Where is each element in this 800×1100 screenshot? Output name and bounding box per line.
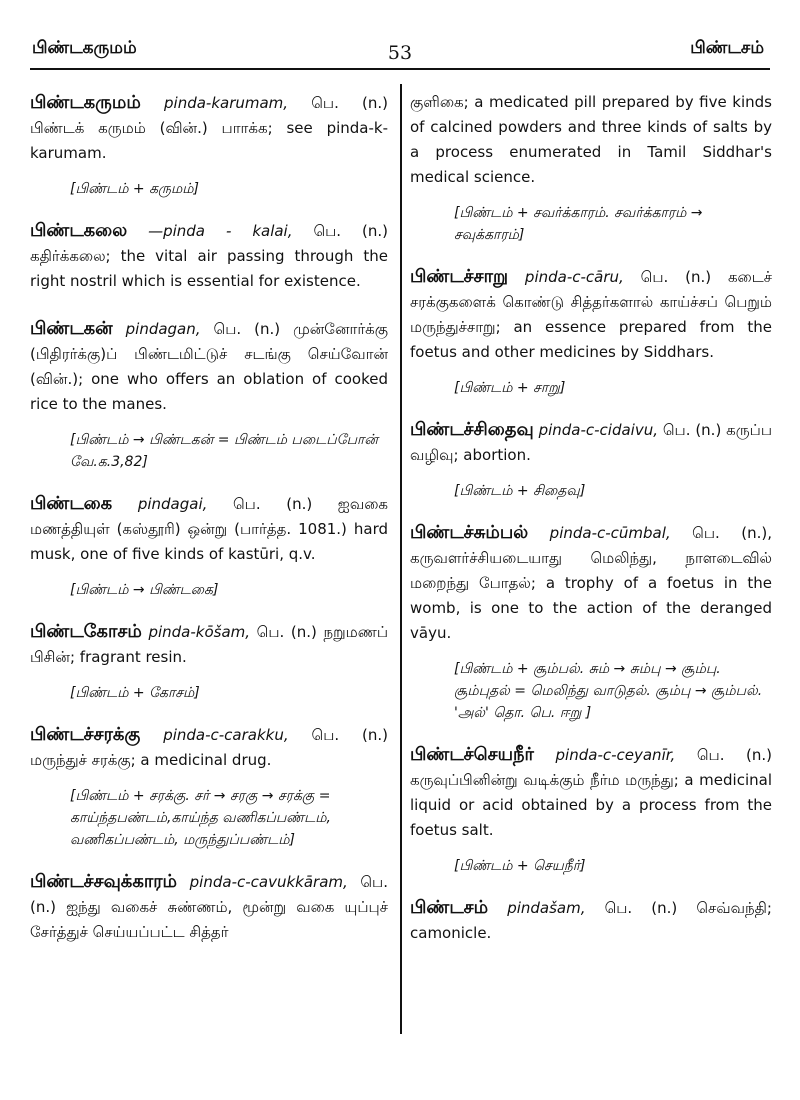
etymology: [பிண்டம் + செயநீர்]: [454, 858, 586, 874]
transliteration: —pinda - kalai,: [148, 222, 293, 240]
headword: பிண்டச்சரக்கு: [30, 724, 141, 745]
transliteration: pinda-c-ceyanīr,: [555, 746, 676, 764]
transliteration: pinda-c-cavukkāram,: [189, 873, 348, 891]
etymology: [பிண்டம் → பிண்டகை]: [70, 582, 219, 598]
transliteration: pinda-c-cūmbal,: [549, 524, 671, 542]
left-column: [30, 90, 388, 957]
page-number: 53: [387, 42, 413, 64]
entry: [30, 316, 388, 417]
definition: பெ. (n.), கருவளர்ச்சியடையாது மெலிந்து, நாளடைவில் மறைந்து போதல்; a trophy of a foetus in the womb, is one to the action of the deranged vāyu.: [410, 524, 772, 642]
definition: பெ. (n.) செவ்வந்தி; camonicle.: [410, 899, 772, 942]
definition: பெ. (n.) ஐவகை மணத்தியுள் (கஸ்தூரி) ஒன்று (பார்த்த. 1081.) hard musk, one of five kinds of kastūri, q.v.: [30, 495, 388, 563]
entry: [30, 491, 388, 567]
entry: [410, 520, 772, 646]
transliteration: pinda-c-carakku,: [163, 726, 289, 744]
headword: பிண்டச்சும்பல்: [410, 522, 529, 543]
definition: பெ. (n.) பிண்டக் கருமம் (வின்.) பாாக்க; see pinda-k-karumam.: [30, 94, 388, 162]
etymology: [பிண்டம் + சூம்பல். சும் → சும்பு → சூம்பு. சூம்புதல் = மெலிந்து வாடுதல். சூம்பு → சூம்பல். 'அல்' தொ. பெ. ஈறு ]: [454, 661, 763, 721]
etymology: [பிண்டம் → பிண்டகன் = பிண்டம் படைப்போன் வே.க.3,82]: [70, 432, 378, 470]
entry: [30, 218, 388, 294]
transliteration: pindagai,: [137, 495, 208, 513]
entry: [410, 742, 772, 843]
etymology: [பிண்டம் + சரக்கு. சர் → சரகு → சரக்கு = காய்ந்தபண்டம்,காய்ந்த வணிகப்பண்டம், வணிகப்பண்டம், மருந்துப்பண்டம்]: [70, 788, 331, 848]
definition: பெ. (n.) கருவுப்பினின்று வடிக்கும் நீர்ம மருந்து; a medicinal liquid or acid obtained by a process from the foetus salt.: [410, 746, 772, 839]
etymology: [பிண்டம் + சிதைவு]: [454, 483, 586, 499]
definition: பெ. (n.) கருப்ப வழிவு; abortion.: [410, 421, 772, 464]
right-column: [410, 90, 772, 958]
entry: [30, 869, 388, 945]
headword: பிண்டச்சாறு: [410, 266, 509, 287]
headword: பிண்டகன்: [30, 318, 113, 339]
transliteration: pindašam,: [507, 899, 586, 917]
transliteration: pinda-c-cāru,: [524, 268, 624, 286]
definition: பெ. (n.) முன்னோர்க்கு (பிதிரர்க்கு)ப் பிண்டமிட்டுச் சடங்கு செய்வோன் (வின்.); one who offers an oblation of cooked rice to the manes.: [30, 320, 388, 413]
headword: பிண்டச்சவுக்காரம்: [30, 871, 178, 892]
definition: பெ. (n.) கதிர்க்கலை; the vital air passing through the right nostril which is essential for existence.: [30, 222, 388, 290]
transliteration: pindagan,: [125, 320, 201, 338]
headword: பிண்டசம்: [410, 897, 489, 918]
headword: பிண்டச்சிதைவு: [410, 419, 534, 440]
entry: [30, 619, 388, 670]
headword: பிண்டச்செயநீர்: [410, 744, 534, 765]
headword: பிண்டகலை: [30, 220, 128, 241]
transliteration: pinda-karumam,: [164, 94, 289, 112]
etymology: [பிண்டம் + கருமம்]: [70, 181, 200, 197]
entry: [30, 90, 388, 166]
headword: பிண்டகோசம்: [30, 621, 142, 642]
left-guide-word: பிண்டகருமம்: [32, 38, 137, 58]
etymology: [பிண்டம் + சாறு]: [454, 380, 566, 396]
column-divider: [400, 84, 402, 1034]
headword: பிண்டகருமம்: [30, 92, 141, 113]
entry: [410, 417, 772, 468]
transliteration: pinda-kōšam,: [148, 623, 251, 641]
header-rule: [30, 68, 770, 70]
headword: பிண்டகை: [30, 493, 113, 514]
definition: பெ. (n.) மருந்துச் சரக்கு; a medicinal drug.: [30, 726, 388, 769]
etymology: [பிண்டம் + சவர்க்காரம். சவர்க்காரம் → சவுக்காரம்]: [454, 205, 703, 243]
definition: பெ. (n.) ஐந்து வகைச் சுண்ணம், மூன்று வகை யுப்புச் சேர்த்துச் செய்யப்பட்ட சித்தர்: [30, 873, 388, 941]
etymology: [பிண்டம் + கோசம்]: [70, 685, 200, 701]
continued-definition: குளிகை; a medicated pill prepared by five kinds of calcined powders and three kinds of salts by a process enumerated in Tamil Siddhar's medical science.: [410, 93, 772, 186]
definition: பெ. (n.) கடைச் சரக்குகளைக் கொண்டு சித்தர்களால் காய்ச்சப் பெறும் மருந்துச்சாறு; an essence prepared from the foetus and other medicines by Siddhars.: [410, 268, 772, 361]
definition: பெ. (n.) நறுமணப் பிசின்; fragrant resin.: [30, 623, 388, 666]
entry: [410, 895, 772, 946]
entry: [410, 264, 772, 365]
entry: [30, 722, 388, 773]
transliteration: pinda-c-cidaivu,: [538, 421, 658, 439]
right-guide-word: பிண்டசம்: [690, 38, 764, 58]
